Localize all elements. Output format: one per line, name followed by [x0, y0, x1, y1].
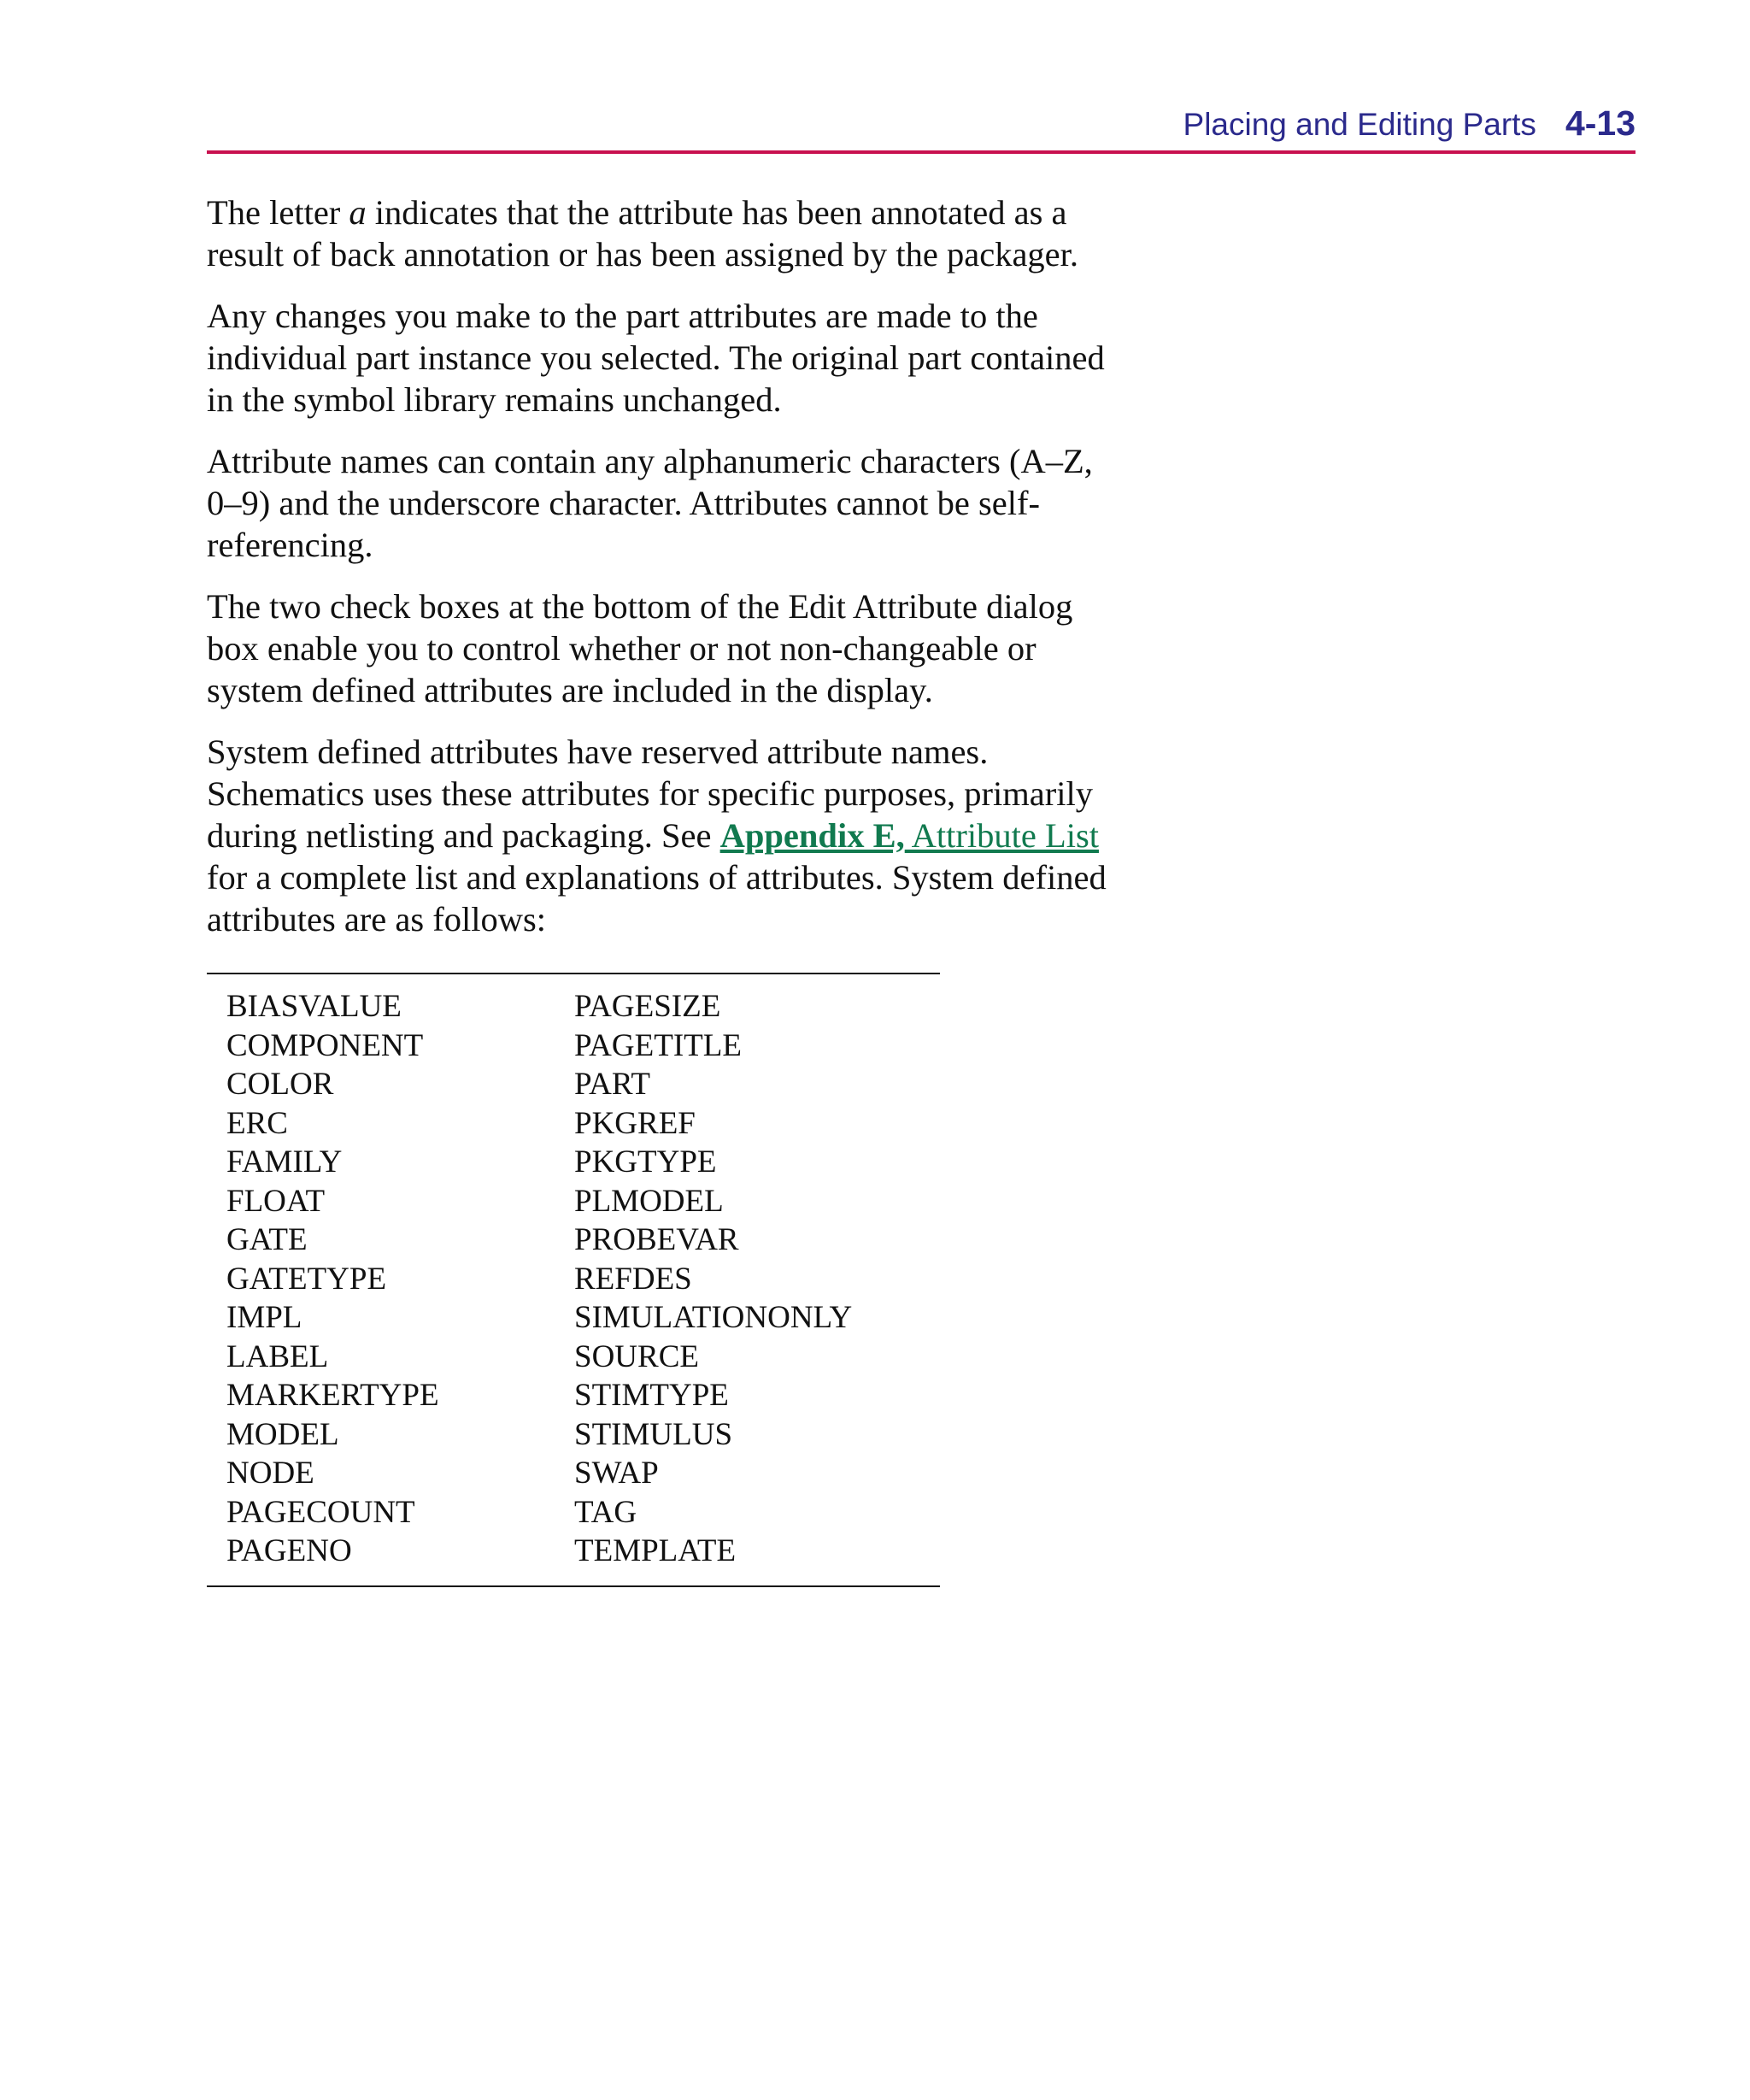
table-row: [207, 1532, 940, 1571]
table-row: [207, 1221, 940, 1260]
attribute-name: TAG: [574, 1494, 637, 1530]
attribute-name: MARKERTYPE: [226, 1378, 439, 1413]
paragraph-back-annotation: [207, 191, 1130, 275]
appendix-link[interactable]: Appendix E,: [719, 816, 905, 855]
attribute-name: GATETYPE: [226, 1261, 387, 1297]
table-row: [207, 1298, 940, 1338]
header-rule: [207, 150, 1635, 154]
p5-before: System defined attributes have reserved attribute names. Schematics uses these attributes for specific purposes, primarily during netlisting and packaging. See: [207, 732, 1093, 855]
attribute-name: NODE: [226, 1456, 314, 1491]
attribute-name: PART: [574, 1067, 650, 1102]
attribute-name: PROBEVAR: [574, 1222, 739, 1257]
attribute-name: PAGETITLE: [574, 1027, 742, 1063]
paragraph-system-attributes: [207, 731, 1130, 940]
table-row: [207, 987, 940, 1026]
body-text: [207, 191, 1130, 960]
page-header: [207, 101, 1635, 154]
p1-before: The letter: [207, 193, 349, 232]
table-row: [207, 1182, 940, 1221]
attribute-name: PAGECOUNT: [226, 1494, 415, 1530]
table-row: [207, 1454, 940, 1493]
attribute-name: PAGESIZE: [574, 989, 721, 1024]
attribute-name: GATE: [226, 1222, 308, 1257]
attribute-list-link[interactable]: Attribute List: [904, 816, 1099, 855]
table-row: [207, 1338, 940, 1377]
system-attributes-table: [207, 973, 940, 1587]
header-text: [1183, 103, 1635, 144]
attribute-name: TEMPLATE: [574, 1533, 737, 1568]
table-row: [207, 1065, 940, 1104]
attribute-name: PLMODEL: [574, 1183, 724, 1219]
attribute-name: COMPONENT: [226, 1027, 424, 1063]
section-title: Placing and Editing Parts: [1183, 107, 1536, 142]
p1-italic-letter: a: [349, 193, 367, 232]
table-row: [207, 1493, 940, 1532]
attribute-name: COLOR: [226, 1067, 334, 1102]
attribute-name: SIMULATIONONLY: [574, 1300, 853, 1335]
paragraph-instance-changes: Any changes you make to the part attributes are made to the individual part instance you selected. The original part contained in the symbol library remains unchanged.: [207, 297, 1105, 419]
attribute-name: REFDES: [574, 1261, 692, 1297]
attribute-name: PKGTYPE: [574, 1144, 717, 1179]
attribute-name: BIASVALUE: [226, 989, 402, 1024]
attribute-name: SOURCE: [574, 1338, 699, 1374]
attribute-name: SWAP: [574, 1456, 659, 1491]
attribute-name: ERC: [226, 1105, 288, 1141]
attribute-name: PAGENO: [226, 1533, 352, 1568]
table-row: [207, 1260, 940, 1299]
attribute-name: STIMULUS: [574, 1416, 733, 1452]
paragraph-check-boxes: The two check boxes at the bottom of the Edit Attribute dialog box enable you to control whether or not non-changeable or system defined attributes are included in the display.: [207, 587, 1073, 709]
page-number: 4-13: [1565, 103, 1635, 143]
table-row: [207, 1143, 940, 1182]
attribute-name: STIMTYPE: [574, 1378, 729, 1413]
attribute-name: IMPL: [226, 1300, 302, 1335]
table-row: [207, 1376, 940, 1415]
attribute-name: PKGREF: [574, 1105, 696, 1141]
attribute-name: MODEL: [226, 1416, 339, 1452]
p5-after: for a complete list and explanations of attributes. System defined attributes are as follows:: [207, 858, 1107, 938]
attribute-name: LABEL: [226, 1338, 329, 1374]
table-row: [207, 1026, 940, 1066]
attribute-name: FLOAT: [226, 1183, 326, 1219]
table-row: [207, 1415, 940, 1455]
paragraph-attribute-names: Attribute names can contain any alphanumeric characters (A–Z, 0–9) and the underscore character. Attributes cannot be self-referencing.: [207, 442, 1093, 564]
table-row: [207, 1104, 940, 1144]
attribute-name: FAMILY: [226, 1144, 343, 1179]
p1-after: indicates that the attribute has been annotated as a result of back annotation or has been assigned by the packager.: [207, 193, 1079, 274]
